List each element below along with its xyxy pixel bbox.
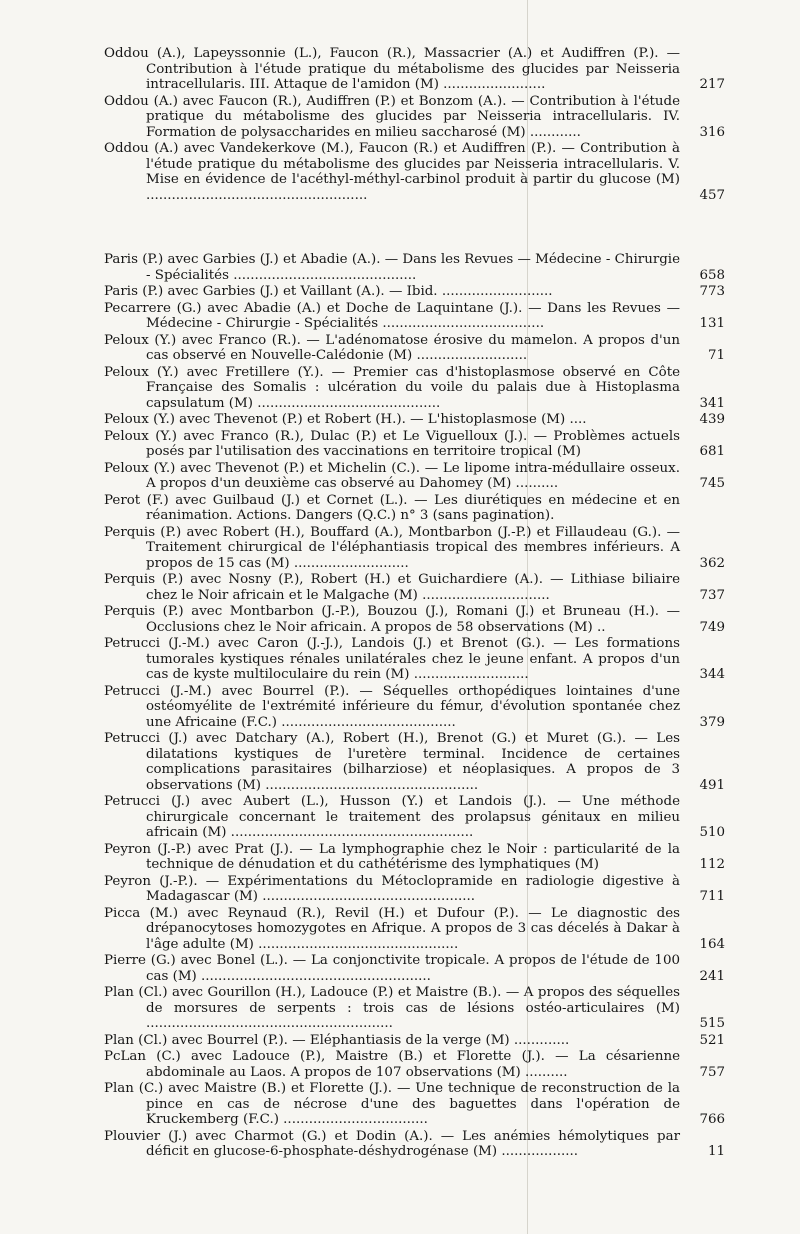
index-entry — [104, 252, 724, 283]
entry-page: 773 — [699, 284, 725, 299]
entry-page: 11 — [707, 1144, 725, 1159]
index-entry — [104, 953, 724, 984]
entry-page: 711 — [699, 889, 725, 904]
entry-title: — Contribution à l'étude pratique du métabolisme des glucides par Neisseria intracellularis. III. Attaque de l'amidon (M) ........................ — [146, 46, 680, 92]
index-entry — [104, 141, 724, 203]
index-entry — [104, 1033, 724, 1049]
entry-title: — Les dilatations kystiques de l'uretère terminal. Incidence de certaines complications parasitaires (bilharziose) et néoplasiques. A propos de 3 observations (M) .................................................. — [146, 731, 680, 793]
entry-title: — Occlusions chez le Noir africain. A propos de 58 observations (M) .. — [146, 604, 680, 635]
entry-title: — La conjonctivite tropicale. A propos de l'étude de 100 cas (M) ...................................................... — [146, 953, 680, 984]
entry-page: 164 — [699, 936, 725, 952]
entry-page: 344 — [699, 667, 725, 682]
index-entry — [104, 1129, 724, 1160]
entry-title: — L'adénomatose érosive du mamelon. A propos d'un cas observé en Nouvelle-Calédonie (M) .......................... — [146, 332, 680, 363]
entry-title: — Traitement chirurgical de l'éléphantiasis tropical des membres inférieurs. A propos de 15 cas (M) ........................... — [146, 524, 680, 571]
entry-authors: Plan (Cl.) avec Gourillon (H.), Ladouce (P.) et Maistre (B.). — [104, 985, 502, 1000]
index-entry — [104, 906, 724, 953]
entry-title: — Dans les Revues — Médecine - Chirurgie - Spécialités ...................................... — [146, 300, 680, 331]
entry-page: 749 — [699, 619, 725, 635]
entry-authors: Petrucci (J.-M.) avec Caron (J.-J.), Landois (J.) et Brenot (G.). — [104, 636, 546, 651]
entry-authors: Paris (P.) avec Garbies (J.) et Vaillant (A.). — [104, 284, 385, 299]
index-entry — [104, 794, 724, 841]
entry-authors: Peloux (Y.) avec Thevenot (P.) et Robert (H.). — [104, 412, 406, 427]
index-entry — [104, 636, 724, 683]
entry-authors: Perquis (P.) avec Montbarbon (J.-P.), Bouzou (J.), Romani (J.) et Bruneau (H.). — [104, 604, 660, 619]
entry-title: — La lymphographie chez le Noir : particularité de la technique de dénudation et du cathétérisme des lymphatiques (M) — [146, 841, 681, 872]
index-entry — [104, 284, 724, 300]
entry-page: 379 — [699, 714, 725, 730]
index-entry — [104, 461, 724, 492]
entry-authors: Peloux (Y.) avec Thevenot (P.) et Michelin (C.). — [104, 460, 421, 476]
entry-title: — Le diagnostic des drépanocytoses homozygotes en Afrique. A propos de 3 cas décelés à Dakar à l'âge adulte (M) ............................................... — [146, 905, 681, 952]
index-entry — [104, 731, 724, 793]
entry-page: 71 — [707, 348, 725, 363]
entry-authors: Perot (F.) avec Guilbaud (J.) et Cornet (L.). — [104, 492, 408, 508]
index-entry — [104, 684, 724, 731]
index-entry — [104, 333, 724, 364]
entry-authors: Peloux (Y.) avec Franco (R.). — [104, 332, 301, 348]
entry-authors: Peloux (Y.) avec Fretillere (Y.). — [104, 364, 324, 380]
entry-authors: Picca (M.) avec Reynaud (R.), Revil (H.) et Dufour (P.). — [104, 905, 519, 921]
index-entry — [104, 874, 724, 905]
entry-title: — Dans les Revues — Médecine - Chirurgie - Spécialités ........................................... — [146, 252, 681, 283]
entry-page: 681 — [699, 444, 725, 459]
entry-page: 491 — [699, 777, 725, 793]
entry-page: 112 — [699, 857, 725, 872]
index-entry — [104, 94, 724, 141]
entry-authors: Petrucci (J.-M.) avec Bourrel (P.). — [104, 683, 350, 699]
entry-authors: Oddou (A.) avec Vandekerkove (M.), Faucon (R.) et Audiffren (P.). — [104, 141, 557, 156]
index-group — [104, 46, 724, 203]
entry-title: — Une technique de reconstruction de la pince en cas de nécrose d'une des baguettes dans l'opération de Kruckemberg (F.C.) .................................. — [146, 1081, 681, 1127]
entry-title: — Les diurétiques en médecine et en réanimation. Actions. Dangers (Q.C.) n° 3 (sans pagination). — [146, 492, 681, 523]
entry-authors: Pierre (G.) avec Bonel (L.). — [104, 953, 288, 968]
index-entry — [104, 572, 724, 603]
entry-authors: Plan (Cl.) avec Bourrel (P.). — [104, 1032, 288, 1048]
entry-title: — Le lipome intra-médullaire osseux. A propos d'un deuxième cas observé au Dahomey (M) .......... — [146, 460, 680, 491]
entry-page: 362 — [699, 555, 725, 571]
entry-page: 745 — [699, 476, 725, 491]
entry-title: — Problèmes actuels posés par l'utilisation des vaccinations en territoire tropical (M) — [146, 428, 680, 459]
entry-page: 217 — [699, 77, 725, 92]
entry-page: 241 — [699, 968, 725, 984]
entry-title: — Séquelles orthopédiques lointaines d'une ostéomyélite de l'extrémité inférieure du fémur, d'évolution spontanée chez une Africaine (F.C.) ......................................... — [146, 683, 680, 730]
entry-title: — Contribution à l'étude pratique du métabolisme des glucides par Neisseria intracellularis. V. Mise en évidence de l'acéthyl-méthyl-carbinol produit à partir du glucose (M) .................................................... — [146, 141, 681, 203]
index-entry — [104, 1081, 724, 1128]
index-entry — [104, 493, 724, 524]
entry-authors: Oddou (A.), Lapeyssonnie (L.), Faucon (R.), Massacrier (A.) et Audiffren (P.). — [104, 46, 659, 61]
entry-page: 737 — [699, 587, 725, 603]
group-spacer — [104, 204, 724, 252]
index-entry — [104, 365, 724, 412]
index-entry — [104, 412, 724, 428]
entry-title: — Contribution à l'étude pratique du métabolisme des glucides par Neisseria intracellularis. IV. Formation de polysaccharides en milieu saccharosé (M) ............ — [146, 93, 680, 140]
entry-title: — L'histoplasmose (M) .... — [405, 412, 587, 427]
index-entry — [104, 604, 724, 635]
index-entry — [104, 985, 724, 1032]
entry-authors: Plouvier (J.) avec Charmot (G.) et Dodin (A.). — [104, 1128, 433, 1144]
entry-page: 757 — [699, 1064, 725, 1080]
entry-title: — Eléphantiasis de la verge (M) ............. — [287, 1032, 570, 1048]
entry-authors: Perquis (P.) avec Robert (H.), Bouffard (A.), Montbarbon (J.-P.) et Fillaudeau (G.). — [104, 524, 662, 540]
entry-authors: Peloux (Y.) avec Franco (R.), Dulac (P.) et Le Viguelloux (J.). — [104, 428, 528, 444]
entry-page: 341 — [699, 395, 725, 411]
entry-page: 131 — [699, 316, 725, 331]
index-group — [104, 252, 724, 1160]
entry-title: — A propos des séquelles de morsures de serpents : trois cas de lésions ostéo-articulaires (M) .......................................................... — [146, 985, 681, 1031]
entry-authors: Peyron (J.-P.) avec Prat (J.). — [104, 841, 294, 857]
entry-page: 766 — [699, 1112, 725, 1127]
index-entry — [104, 525, 724, 572]
entry-page: 316 — [699, 124, 725, 140]
entry-authors: Petrucci (J.) avec Aubert (L.), Husson (Y.) et Landois (J.). — [104, 794, 547, 809]
entry-page: 510 — [699, 825, 725, 840]
index-entry — [104, 429, 724, 460]
entry-authors: Pecarrere (G.) avec Abadie (A.) et Doche de Laquintane (J.). — [104, 300, 523, 316]
entry-authors: Peyron (J.-P.). — [104, 873, 198, 889]
entry-title: — Les formations tumorales kystiques rénales unilatérales chez le jeune enfant. A propos d'un cas de kyste multiloculaire du rein (M) ........................... — [146, 636, 680, 682]
index-entry — [104, 1049, 724, 1080]
entry-page: 521 — [699, 1032, 725, 1048]
entry-title: — Lithiase biliaire chez le Noir africain et le Malgache (M) .............................. — [146, 572, 681, 603]
entry-title: — La césarienne abdominale au Laos. A propos de 107 observations (M) .......... — [146, 1049, 680, 1080]
entry-title: — Premier cas d'histoplasmose observé en Côte Française des Somalis : ulcération du voile du palais due à Histoplasma capsulatum (M) ........................................... — [146, 364, 681, 411]
entry-authors: PcLan (C.) avec Ladouce (P.), Maistre (B.) et Florette (J.). — [104, 1049, 545, 1064]
entry-page: 658 — [699, 267, 725, 283]
entry-authors: Plan (C.) avec Maistre (B.) et Florette (J.). — [104, 1081, 393, 1096]
entry-title: — Une méthode chirurgicale concernant le traitement des prolapsus génitaux en milieu africain (M) ......................................................... — [146, 794, 680, 840]
entry-page: 439 — [699, 412, 725, 427]
entry-page: 457 — [699, 187, 725, 203]
entry-title: — Expérimentations du Métoclopramide en radiologie digestive à Madagascar (M) .................................................. — [146, 873, 680, 904]
index-page — [104, 46, 724, 1161]
entry-title: — Les anémies hémolytiques par déficit en glucose-6-phosphate-déshydrogénase (M) .................. — [146, 1128, 680, 1159]
index-entry — [104, 842, 724, 873]
entry-page: 515 — [699, 1016, 725, 1031]
entry-authors: Petrucci (J.) avec Datchary (A.), Robert (H.), Brenot (G.) et Muret (G.). — [104, 731, 627, 746]
entry-authors: Oddou (A.) avec Faucon (R.), Audiffren (P.) et Bonzom (A.). — [104, 93, 507, 109]
index-entry — [104, 301, 724, 332]
index-entry — [104, 46, 724, 93]
entry-authors: Perquis (P.) avec Nosny (P.), Robert (H.) et Guichardiere (A.). — [104, 572, 544, 587]
entry-title: — Ibid. .......................... — [384, 284, 553, 299]
entry-authors: Paris (P.) avec Garbies (J.) et Abadie (A.). — [104, 252, 381, 267]
